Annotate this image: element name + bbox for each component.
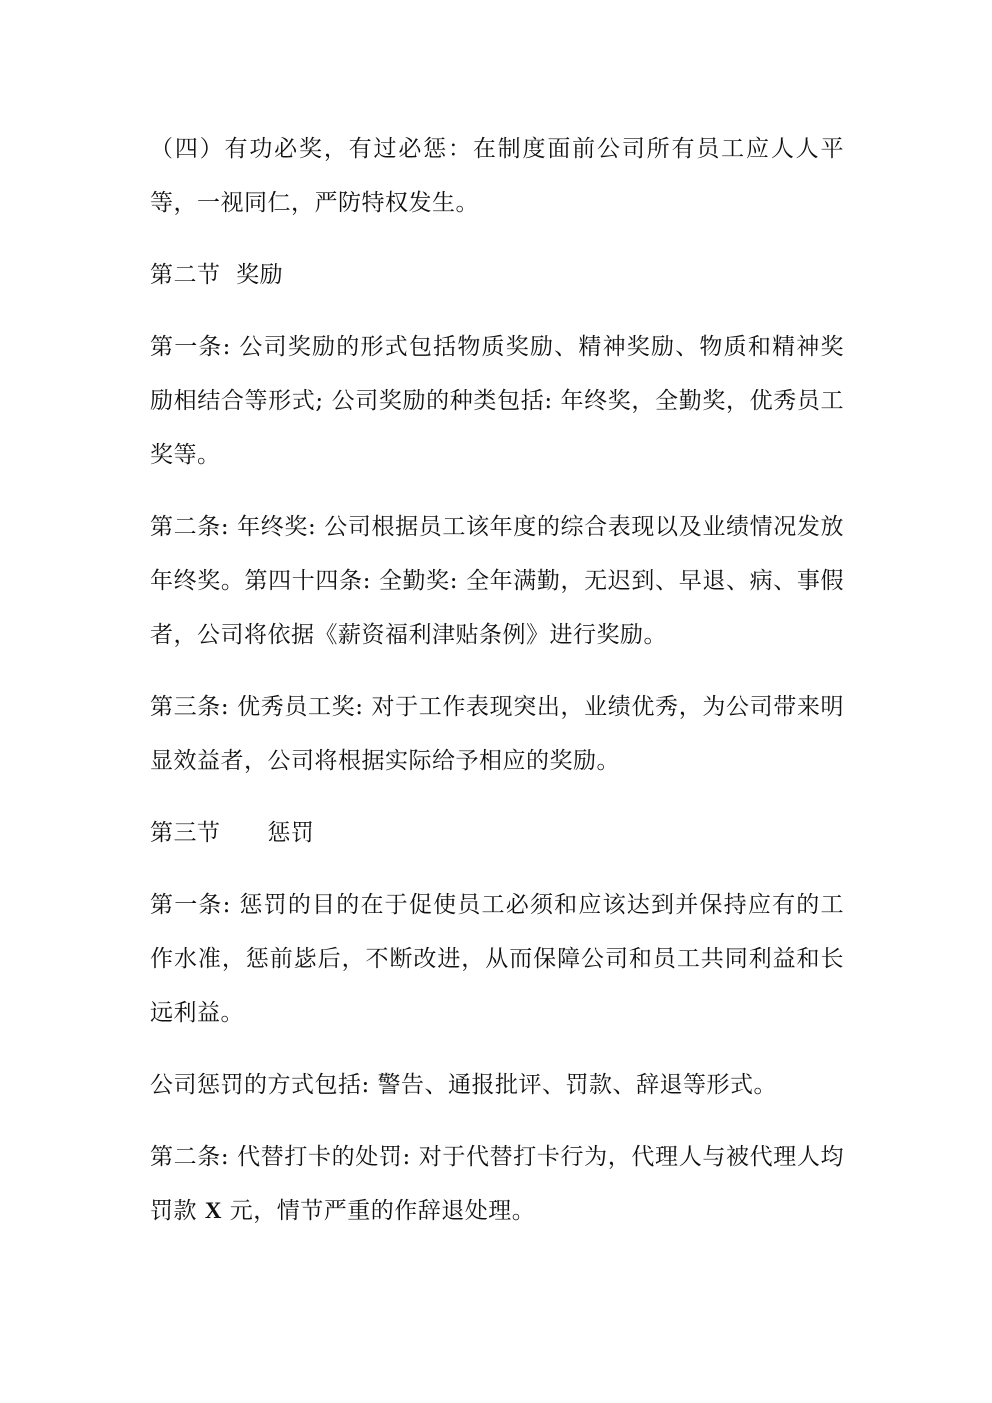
paragraph-proxy-punch-penalty	[150, 1130, 844, 1238]
paragraph-penalty-methods: 公司惩罚的方式包括: 警告、通报批评、罚款、辞退等形式。	[150, 1072, 778, 1098]
section-heading-penalties: 第三节 惩罚	[150, 820, 315, 846]
section-heading-rewards: 第二节 奖励	[150, 262, 284, 288]
paragraph-year-end-bonus: 第二条: 年终奖: 公司根据员工该年度的综合表现以及业绩情况发放年终奖。第四十四条: 全勤奖: 全年满勤，无迟到、早退、病、事假者，公司将依据《薪资福利津贴条例》进行奖励。	[150, 514, 844, 648]
paragraph-principle-four: （四）有功必奖，有过必惩：在制度面前公司所有员工应人人平等，一视同仁，严防特权发生。	[150, 136, 844, 216]
fine-amount-placeholder: X	[204, 1198, 222, 1223]
paragraph-outstanding-employee: 第三条: 优秀员工奖: 对于工作表现突出，业绩优秀，为公司带来明显效益者，公司将根据实际给予相应的奖励。	[150, 694, 844, 774]
document-page	[150, 122, 844, 1256]
proxy-punch-text-end: 元，情节严重的作辞退处理。	[221, 1198, 536, 1224]
proxy-punch-text-start: 第二条: 代替打卡的处罚: 对于代替打卡行为，代理人与被代理人均罚款	[150, 1144, 844, 1224]
paragraph-penalty-purpose: 第一条: 惩罚的目的在于促使员工必须和应该达到并保持应有的工作水准，惩前毖后，不断改进，从而保障公司和员工共同利益和长远利益。	[150, 892, 844, 1026]
paragraph-reward-forms: 第一条: 公司奖励的形式包括物质奖励、精神奖励、物质和精神奖励相结合等形式; 公司奖励的种类包括: 年终奖，全勤奖，优秀员工奖等。	[150, 334, 844, 468]
